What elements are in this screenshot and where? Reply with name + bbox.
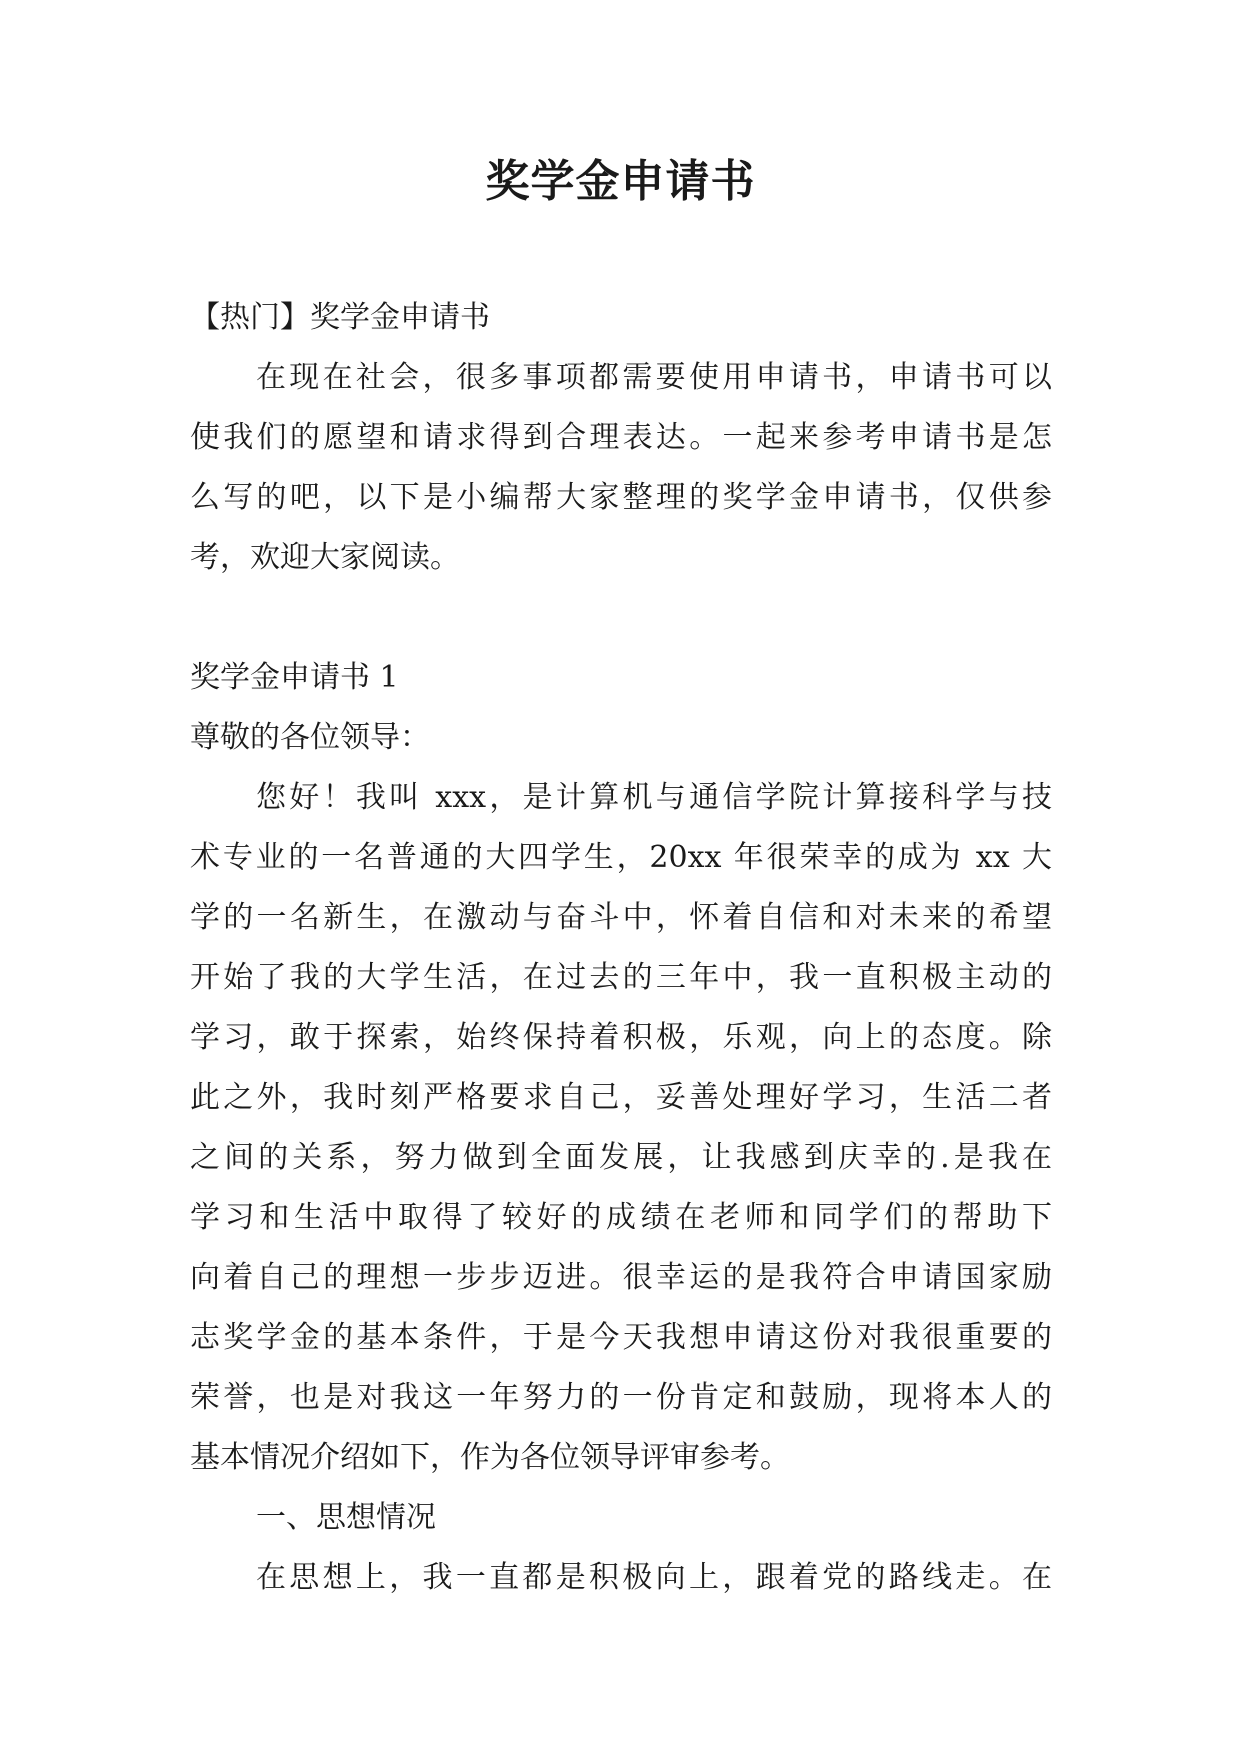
letter-line: 您好！我叫 xxx，是计算机与通信学院计算接科学与技 [256, 780, 1052, 815]
letter-line: 此之外，我时刻严格要求自己，妥善处理好学习，生活二者 [190, 1080, 1052, 1115]
section-heading: 奖学金申请书 1 [190, 660, 399, 695]
intro-line: 在现在社会，很多事项都需要使用申请书，申请书可以 [256, 360, 1052, 395]
letter-line: 开始了我的大学生活，在过去的三年中，我一直积极主动的 [190, 960, 1052, 995]
letter-line: 之间的关系，努力做到全面发展，让我感到庆幸的.是我在 [190, 1140, 1052, 1175]
letter-line: 基本情况介绍如下，作为各位领导评审参考。 [190, 1440, 790, 1475]
letter-line: 学的一名新生，在激动与奋斗中，怀着自信和对未来的希望 [190, 900, 1052, 935]
letter-line: 荣誉，也是对我这一年努力的一份肯定和鼓励，现将本人的 [190, 1380, 1052, 1415]
paragraph-gap [190, 588, 1052, 648]
subsection-line: 在思想上，我一直都是积极向上，跟着党的路线走。在 [256, 1560, 1052, 1595]
letter-line: 志奖学金的基本条件，于是今天我想申请这份对我很重要的 [190, 1320, 1052, 1355]
salutation: 尊敬的各位领导： [190, 720, 430, 755]
letter-line: 学习，敢于探索，始终保持着积极，乐观，向上的态度。除 [190, 1020, 1052, 1055]
intro-line: 考，欢迎大家阅读。 [190, 540, 460, 575]
letter-line: 向着自己的理想一步步迈进。很幸运的是我符合申请国家励 [190, 1260, 1052, 1295]
document-subtitle: 【热门】奖学金申请书 [190, 300, 490, 335]
intro-line: 使我们的愿望和请求得到合理表达。一起来参考申请书是怎 [190, 420, 1052, 455]
letter-line: 术专业的一名普通的大四学生，20xx 年很荣幸的成为 xx 大 [190, 840, 1052, 875]
document-body [190, 288, 1052, 1608]
document-title: 奖学金申请书 [485, 156, 756, 207]
intro-line: 么写的吧，以下是小编帮大家整理的奖学金申请书，仅供参 [190, 480, 1052, 515]
letter-line: 学习和生活中取得了较好的成绩在老师和同学们的帮助下 [190, 1200, 1052, 1235]
subsection-heading: 一、思想情况 [256, 1500, 436, 1535]
